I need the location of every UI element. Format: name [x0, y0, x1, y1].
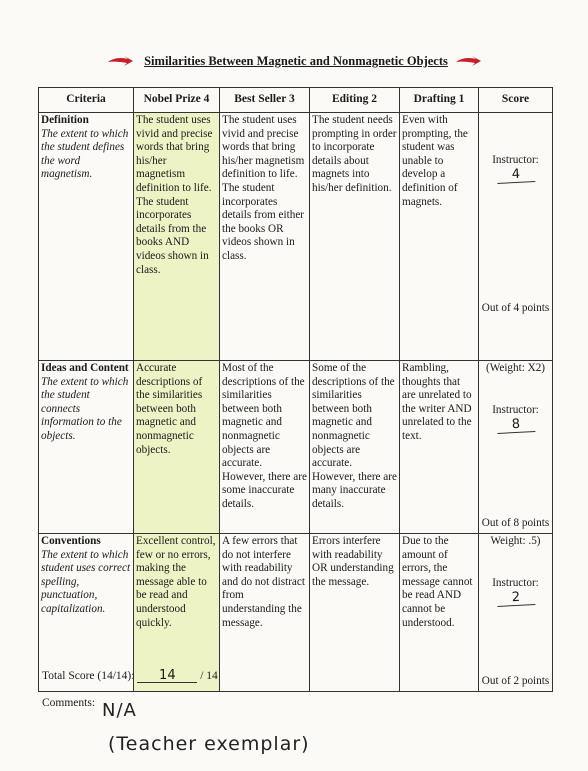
criteria-cell — [39, 361, 134, 534]
score-cell — [479, 361, 553, 534]
title-row — [0, 52, 588, 74]
criteria-cell — [39, 113, 134, 361]
nobel-cell: Excellent control, few or no errors, making the message able to be read and understood quickly. — [134, 534, 220, 692]
header-nobel: Nobel Prize 4 — [134, 88, 220, 113]
instructor-score: 8 — [496, 417, 535, 434]
instructor-label: Instructor: — [492, 404, 539, 416]
best-cell: A few errors that do not interfere with readability and do not distract from understanding the message. — [220, 534, 310, 692]
editing-cell: The student needs prompting in order to incorporate details about magnets into his/her definition. — [310, 113, 400, 361]
criteria-name: Ideas and Content — [41, 362, 129, 374]
best-cell: The student uses vivid and precise words that bring his/her magnetism definition to life. The student incorporates details from either the books OR videos shown in class. — [220, 113, 310, 361]
criteria-desc: The extent to which the student connects information to the objects. — [41, 375, 129, 442]
drafting-cell: Rambling, thoughts that are unrelated to the writer AND unrelated to the text. — [400, 361, 479, 534]
out-of-label: Out of 2 points — [481, 675, 550, 688]
comments-label: Comments: — [42, 697, 96, 709]
drafting-cell: Even with prompting, the student was unable to develop a definition of magnets. — [400, 113, 479, 361]
editing-cell: Some of the descriptions of the similarities between both magnetic and nonmagnetic objects are accurate. However, there are many inaccurate details. — [310, 361, 400, 534]
total-score-value: 14 — [137, 669, 197, 683]
header-best-seller: Best Seller 3 — [220, 88, 310, 113]
best-cell: Most of the descriptions of the similarities between both magnetic and nonmagnetic objects are accurate. However, there are some inaccurate details. — [220, 361, 310, 534]
comment-line-2: (Teacher exemplar) — [108, 733, 310, 755]
logo-icon — [106, 54, 134, 68]
nobel-cell: Accurate descriptions of the similarities between both magnetic and nonmagnetic objects. — [134, 361, 220, 534]
criteria-name: Definition — [41, 114, 89, 126]
instructor-label: Instructor: — [492, 154, 539, 166]
weight-label: (Weight: X2) — [485, 362, 546, 374]
weight-label: Weight: .5) — [490, 535, 541, 547]
header-editing: Editing 2 — [310, 88, 400, 113]
instructor-score: 4 — [496, 167, 535, 184]
criteria-name: Conventions — [41, 535, 101, 547]
out-of-label: Out of 4 points — [481, 302, 550, 315]
total-suffix: / 14 — [200, 670, 218, 682]
criteria-desc: The extent to which the student defines the word magnetism. — [41, 127, 129, 181]
score-cell — [479, 113, 553, 361]
header-score: Score — [479, 88, 553, 113]
table-row — [39, 534, 553, 692]
header-drafting: Drafting 1 — [400, 88, 479, 113]
weight-label — [481, 114, 550, 154]
table-row — [39, 361, 553, 534]
page-title: Similarities Between Magnetic and Nonmagnetic Objects — [144, 53, 448, 68]
score-cell — [479, 534, 553, 692]
out-of-label: Out of 8 points — [481, 517, 550, 530]
drafting-cell: Due to the amount of errors, the message cannot be read AND cannot be understood. — [400, 534, 479, 692]
criteria-desc: The extent to which student uses correct spelling, punctuation, capitalization. — [41, 548, 131, 615]
header-row — [39, 88, 553, 113]
criteria-cell — [39, 534, 134, 692]
nobel-cell: The student uses vivid and precise words that bring his/her magnetism definition to life. The student incorporates details from the books AND videos shown in class. — [134, 113, 220, 361]
total-score-line — [42, 669, 218, 683]
editing-cell: Errors interfere with readability OR understanding the message. — [310, 534, 400, 692]
header-criteria: Criteria — [39, 88, 134, 113]
rubric-table — [38, 87, 553, 692]
comment-line-1: N/A — [102, 700, 137, 721]
logo-icon — [454, 54, 482, 68]
instructor-score: 2 — [496, 590, 535, 607]
table-row — [39, 113, 553, 361]
instructor-label: Instructor: — [492, 577, 539, 589]
total-label: Total Score (14/14): — [42, 670, 135, 682]
